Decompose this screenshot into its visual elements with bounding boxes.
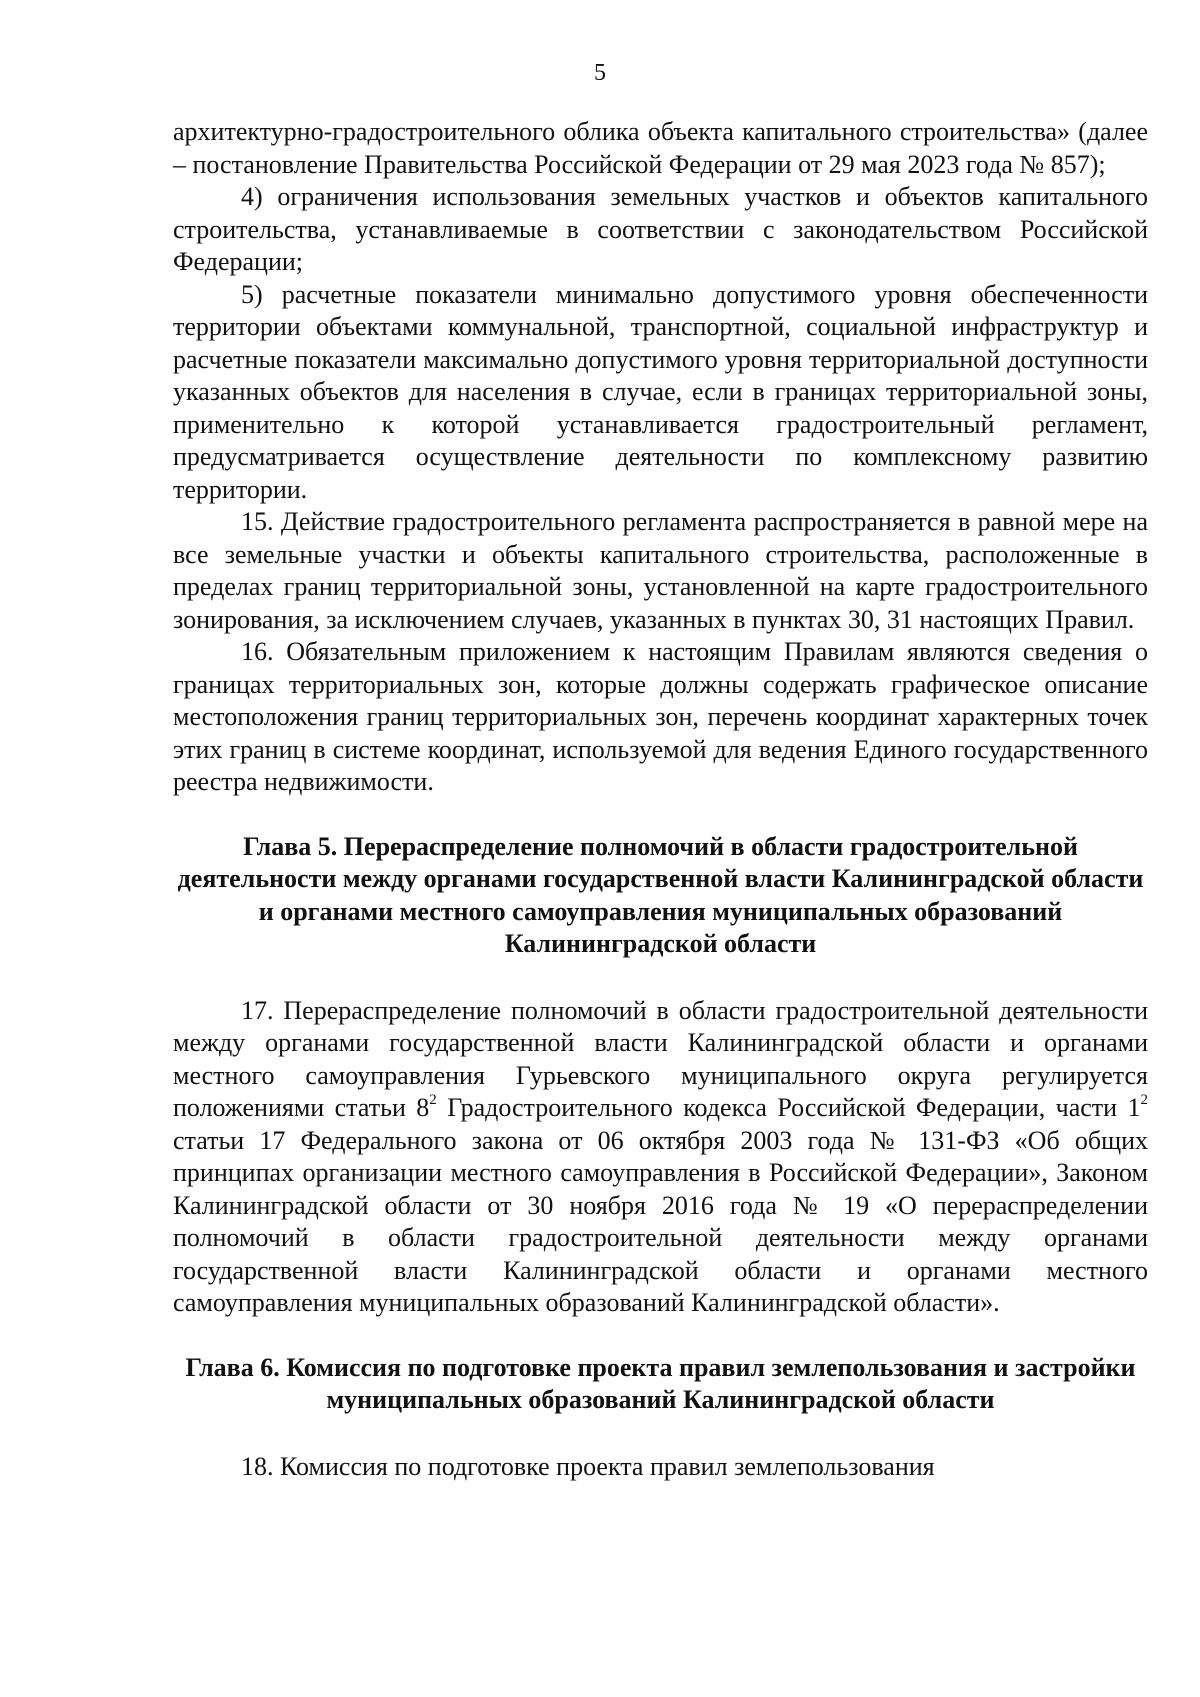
chapter-6-heading: Глава 6. Комиссия по подготовке проекта правил землепользования и застройки муниципальных образований Калининградской области — [185, 1352, 1136, 1414]
paragraph-17-part2: Градостроительного кодекса Российской Федерации, части 1 — [436, 1093, 1141, 1122]
paragraph-18: 18. Комиссия по подготовке проекта правил землепользования — [241, 1451, 935, 1481]
paragraph-item-4: 4) ограничения использования земельных участков и объектов капитального строительства, устанавливаемые в соответствии с законодательством Российской Федерации; — [173, 182, 1148, 276]
paragraph-17 — [173, 995, 1148, 1320]
paragraph-17-part1: 17. Перераспределение полномочий в области градостроительной деятельности между органами государственной власти Калининградской области и органами местного самоуправления Гурьевского муниципального округа регулируется положениями статьи 8 — [173, 995, 1148, 1122]
paragraph-15: 15. Действие градостроительного регламента распространяется в равной мере на все земельные участки и объекты капитального строительства, расположенные в пределах границ территориальной зоны, установленной на карте градостроительного зонирования, за исключением случаев, указанных в пунктах 30, 31 настоящих Правил. — [173, 507, 1148, 634]
paragraph-17-part3: статьи 17 Федерального закона от 06 октября 2003 года № 131-ФЗ «Об общих принципах организации местного самоуправления в Российской Федерации», Законом Калининградской области от 30 ноября 2016 года № 19 «О перераспределении полномочий в области градостроительной деятельности между органами государственной власти Калининградской области и органами местного самоуправления муниципальных образований Калининградской области». — [173, 1125, 1148, 1317]
paragraph-16: 16. Обязательным приложением к настоящим Правилам являются сведения о границах территориальных зон, которые должны содержать графическое описание местоположения границ территориальных зон, перечень координат характерных точек этих границ в системе координат, используемой для ведения Единого государственного реестра недвижимости. — [173, 637, 1148, 796]
paragraph-continuation: архитектурно-градостроительного облика объекта капитального строительства» (далее – постановление Правительства Российской Федерации от 29 мая 2023 года № 857); — [173, 117, 1148, 179]
superscript-article-8: 2 — [429, 1092, 437, 1109]
page-number: 5 — [594, 60, 606, 86]
chapter-5-heading: Глава 5. Перераспределение полномочий в области градостроительной деятельности между органами государственной власти Калининградской области и органами местного самоуправления муниципальных образований Калининградской области — [177, 831, 1144, 958]
document-body — [173, 116, 1148, 1483]
paragraph-item-5: 5) расчетные показатели минимально допустимого уровня обеспеченности территории объектами коммунальной, транспортной, социальной инфраструктур и расчетные показатели максимально допустимого уровня территориальной доступности указанных объектов для населения в случае, если в границах территориальной зоны, применительно к которой устанавливается градостроительный регламент, предусматривается осуществление деятельности по комплексному развитию территории. — [173, 279, 1148, 504]
superscript-part-1: 2 — [1140, 1092, 1148, 1109]
